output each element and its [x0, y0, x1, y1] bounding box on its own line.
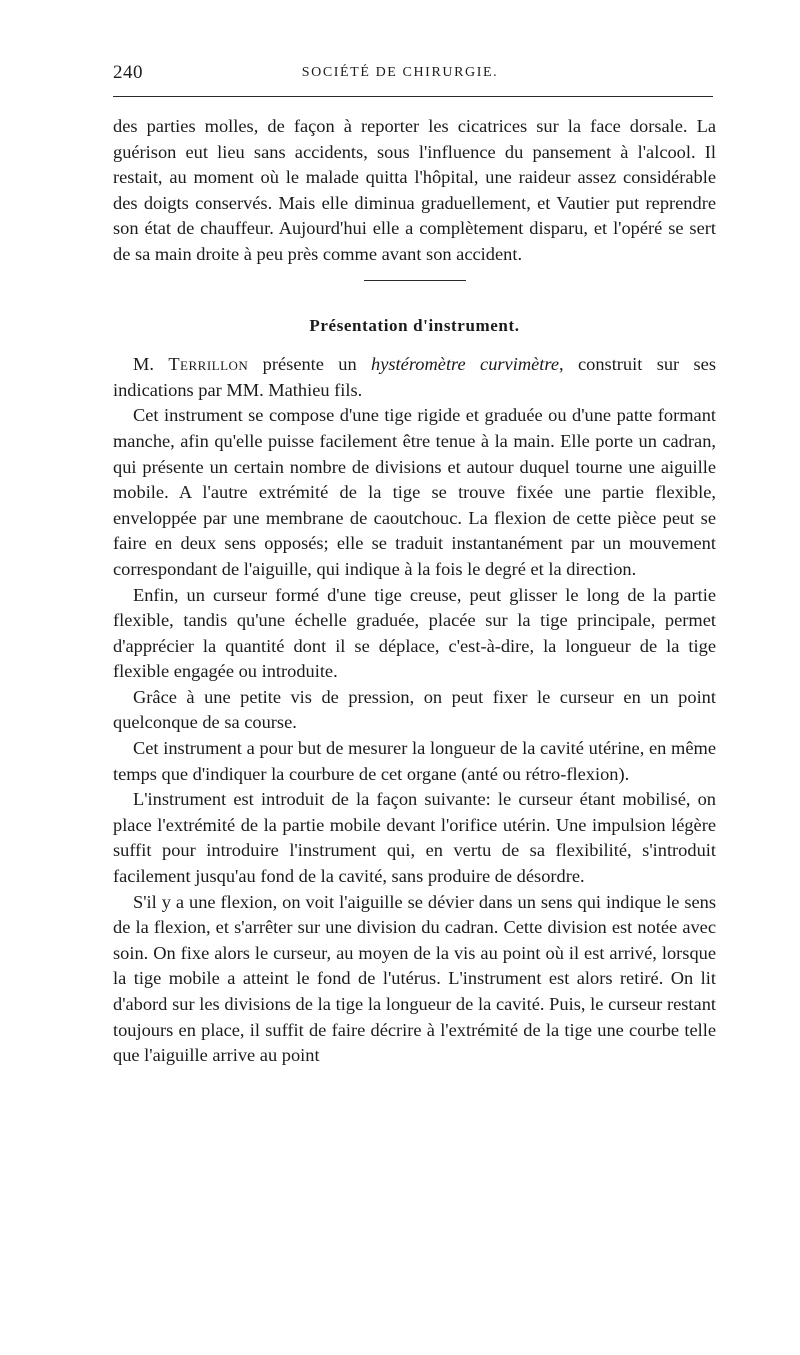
header-rule [113, 96, 713, 97]
opening-paragraph: des parties molles, de façon à reporter les cicatrices sur la face dorsale. La guérison eut lieu sans accidents, sous l'influence du pansement à l'alcool. Il restait, au moment où le malade quitta l'hôpital, une raideur assez considérable des doigts conservés. Mais elle diminua graduellement, et Vautier put reprendre son état de chauffeur. Aujourd'hui elle a complètement disparu, et l'opéré se sert de sa main droite à peu près comme avant son accident. [113, 116, 716, 264]
instrument-name: hystéromètre curvimètre [371, 354, 560, 375]
body-text [113, 114, 716, 1069]
author-name: Terrillon [168, 354, 249, 375]
paragraph: Grâce à une petite vis de pression, on peut fixer le curseur en un point quelconque de sa course. [113, 686, 716, 733]
section-intro-paragraph [113, 352, 716, 403]
intro-verb: présente un [248, 354, 372, 375]
paragraph: Cet instrument se compose d'une tige rigide et graduée ou d'une patte formant manche, afin qu'elle puisse facilement être tenue à la main. Elle porte un cadran, qui présente un certain nombre de divisions et autour duquel tourne une aiguille mobile. A l'autre extrémité de la tige se trouve fixée une partie flexible, enveloppée par une membrane de caoutchouc. La flexion de cette pièce peut se faire en deux sens opposés; elle se traduit instantanément par un mouvement correspondant de l'aiguille, qui indique à la fois le degré et la direction. [113, 405, 716, 579]
section-title: Présentation d'instrument. [309, 315, 520, 335]
intro-prefix: M. [133, 354, 169, 375]
intro-rest: , construit sur ses indications par MM. Mathieu fils. [113, 354, 716, 400]
page-number: 240 [113, 62, 143, 83]
running-title: SOCIÉTÉ DE CHIRURGIE. [301, 65, 499, 80]
paragraph: S'il y a une flexion, on voit l'aiguille se dévier dans un sens qui indique le sens de la flexion, et s'arrêter sur une division du cadran. Cette division est notée avec soin. On fixe alors le curseur, au moyen de la vis au point où il est arrivé, lorsque la tige mobile a atteint le fond de l'utérus. L'instrument est alors retiré. On lit d'abord sur les divisions de la tige la longueur de la cavité. Puis, le curseur restant toujours en place, il suffit de faire décrire à l'extrémité de la tige une courbe telle que l'aiguille arrive au point [113, 891, 716, 1066]
paragraph: Cet instrument a pour but de mesurer la longueur de la cavité utérine, en même temps que d'indiquer la courbure de cet organe (anté ou rétro-flexion). [113, 738, 716, 784]
paragraph: L'instrument est introduit de la façon suivante: le curseur étant mobilisé, on place l'extrémité de la partie mobile devant l'orifice utérin. Une impulsion légère suffit pour introduire l'instrument qui, en vertu de sa flexibilité, s'introduit facilement jusqu'au fond de la cavité, sans produire de désordre. [113, 789, 716, 887]
paragraph: Enfin, un curseur formé d'une tige creuse, peut glisser le long de la partie flexible, tandis qu'une échelle graduée, placée sur la tige principale, permet d'apprécier la quantité dont il se déplace, c'est-à-dire, la longueur de la tige flexible engagée ou introduite. [113, 584, 716, 682]
section-divider [364, 280, 466, 281]
